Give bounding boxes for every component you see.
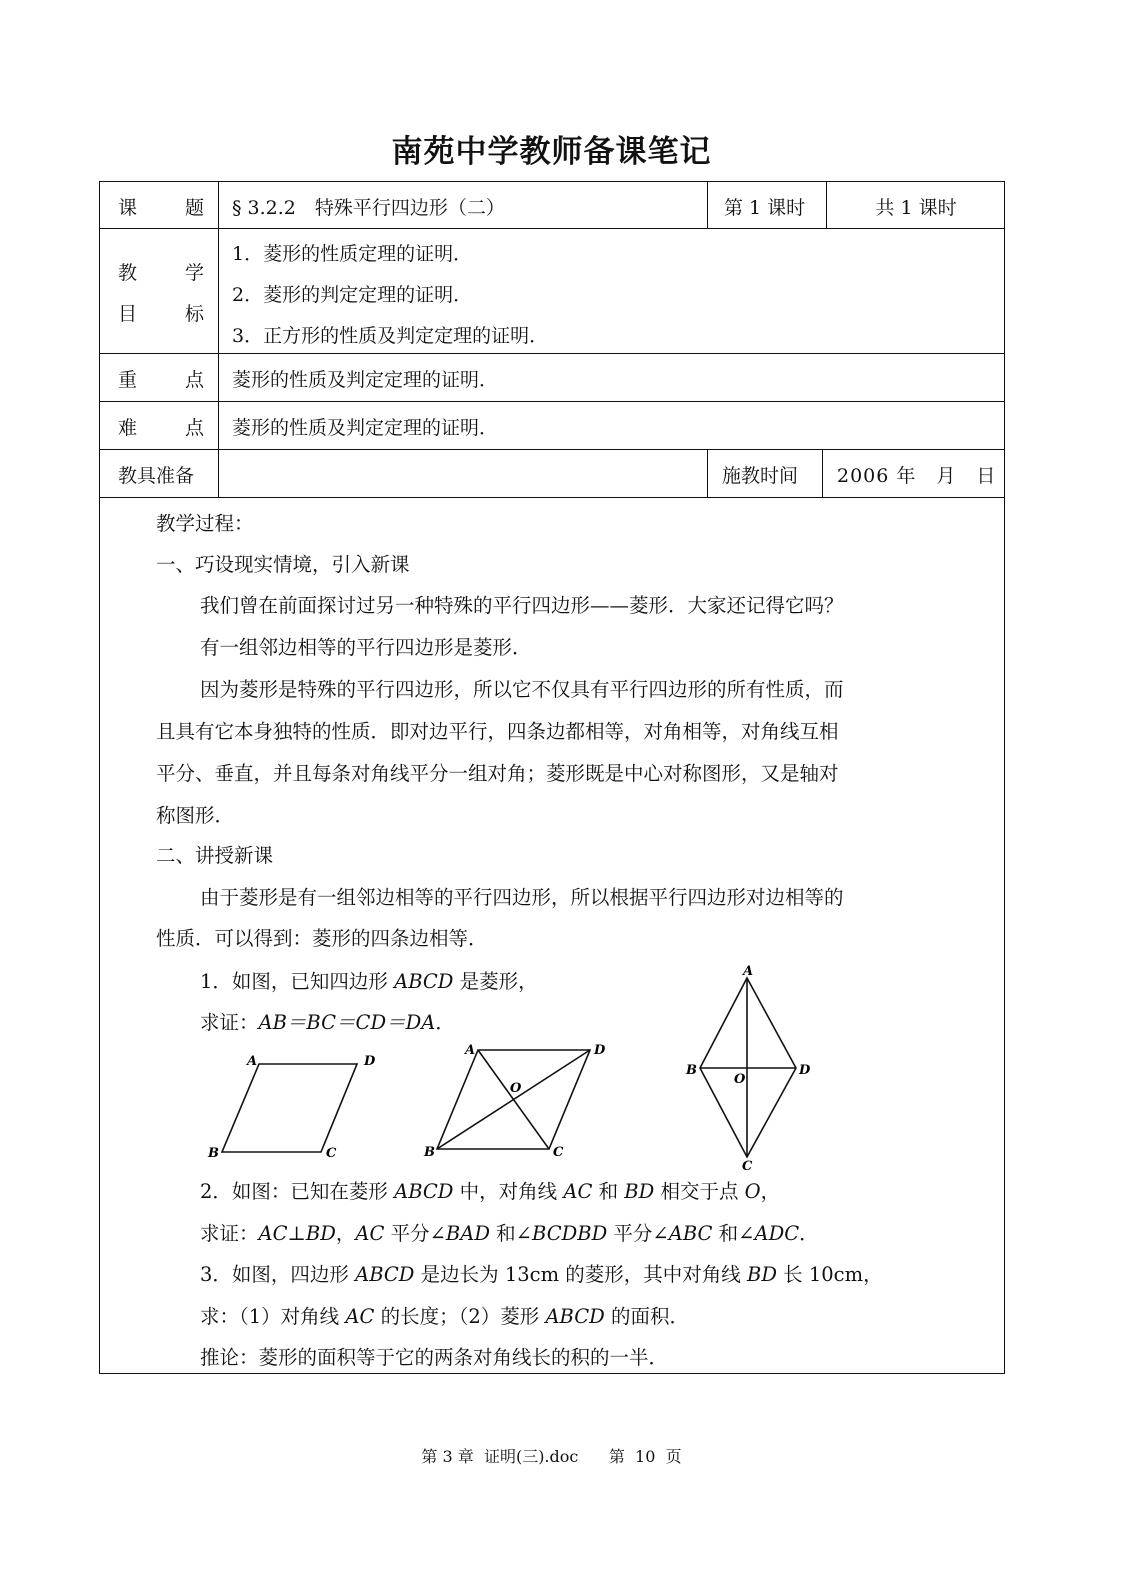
tools-label: 教具准备 [118,465,195,487]
fig2-label-d: D [594,1043,606,1058]
question-2-proof: 求证：AC⊥BD，AC 平分∠BAD 和∠BCDBD 平分∠ABC 和∠ADC． [200,1222,819,1245]
fig2-label-b: B [424,1145,435,1160]
difficulty-label: 难 点 [118,417,204,439]
paragraph: 因为菱形是特殊的平行四边形，所以它不仅具有平行四边形的所有性质，而 [200,678,844,701]
section-heading: 二、讲授新课 [156,844,274,867]
page-footer: 第 3 章 证明(三).doc 第 10 页 [421,1447,682,1466]
section-heading: 一、巧设现实情境，引入新课 [156,553,410,576]
difficulty-text: 菱形的性质及判定定理的证明． [232,417,499,439]
fig1-label-b: B [208,1146,219,1161]
goal-item: 1．菱形的性质定理的证明． [232,243,473,265]
fig3-label-b: B [686,1063,697,1078]
fig2-label-o: O [510,1081,522,1096]
lesson-total: 共 1 课时 [875,197,957,219]
paragraph: 由于菱形是有一组邻边相等的平行四边形，所以根据平行四边形对边相等的 [200,886,844,909]
topic-label: 课题 [118,197,204,219]
goals-label-1: 教 学 [118,262,204,284]
fig2-label-a: A [465,1043,476,1058]
paragraph: 称图形． [156,804,235,827]
fig3-label-o: O [734,1072,746,1087]
question-3: 3．如图，四边形 ABCD 是边长为 13cm 的菱形，其中对角线 BD 长 10cm， [200,1263,883,1286]
paragraph: 有一组邻边相等的平行四边形是菱形． [200,636,532,659]
goals-label-2: 目 标 [118,303,204,325]
paragraph: 性质．可以得到：菱形的四条边相等． [156,927,488,950]
corollary: 推论：菱形的面积等于它的两条对角线长的积的一半． [200,1346,669,1369]
figure-vertical-rhombus [700,978,796,1157]
question-2: 2．如图：已知在菱形 ABCD 中，对角线 AC 和 BD 相交于点 O， [200,1180,781,1203]
fig3-label-a: A [743,964,754,979]
figure-rhombus-diagonals [437,1050,590,1149]
fig3-label-c: C [742,1159,753,1174]
fig2-label-c: C [553,1145,564,1160]
time-value: 2006 年 月 日 [837,465,997,487]
goal-item: 3．正方形的性质及判定定理的证明． [232,325,549,347]
fig1-label-c: C [326,1146,337,1161]
key-point-label: 重 点 [118,369,204,391]
page-title: 南苑中学教师备课笔记 [391,134,712,170]
lesson-number: 第 1 课时 [724,197,806,219]
goal-item: 2．菱形的判定定理的证明． [232,284,473,306]
question-3-ask: 求：（1）对角线 AC 的长度；（2）菱形 ABCD 的面积． [200,1305,689,1328]
fig1-label-a: A [247,1054,258,1069]
figure-parallelogram [222,1064,357,1152]
fig3-label-d: D [799,1063,811,1078]
paragraph: 我们曾在前面探讨过另一种特殊的平行四边形——菱形．大家还记得它吗？ [200,594,844,617]
paragraph: 且具有它本身独特的性质．即对边平行，四条边都相等，对角相等，对角线互相 [156,720,839,743]
question-1: 1．如图，已知四边形 ABCD 是菱形， [200,970,538,993]
paragraph: 平分、垂直，并且每条对角线平分一组对角；菱形既是中心对称图形，又是轴对 [156,762,839,785]
question-1-proof: 求证：AB＝BC＝CD＝DA． [200,1011,455,1034]
time-label: 施教时间 [722,465,799,487]
process-heading: 教学过程： [156,512,254,535]
key-point-text: 菱形的性质及判定定理的证明． [232,369,499,391]
fig1-label-d: D [364,1054,376,1069]
topic-value: § 3.2.2 特殊平行四边形（二） [232,197,505,219]
